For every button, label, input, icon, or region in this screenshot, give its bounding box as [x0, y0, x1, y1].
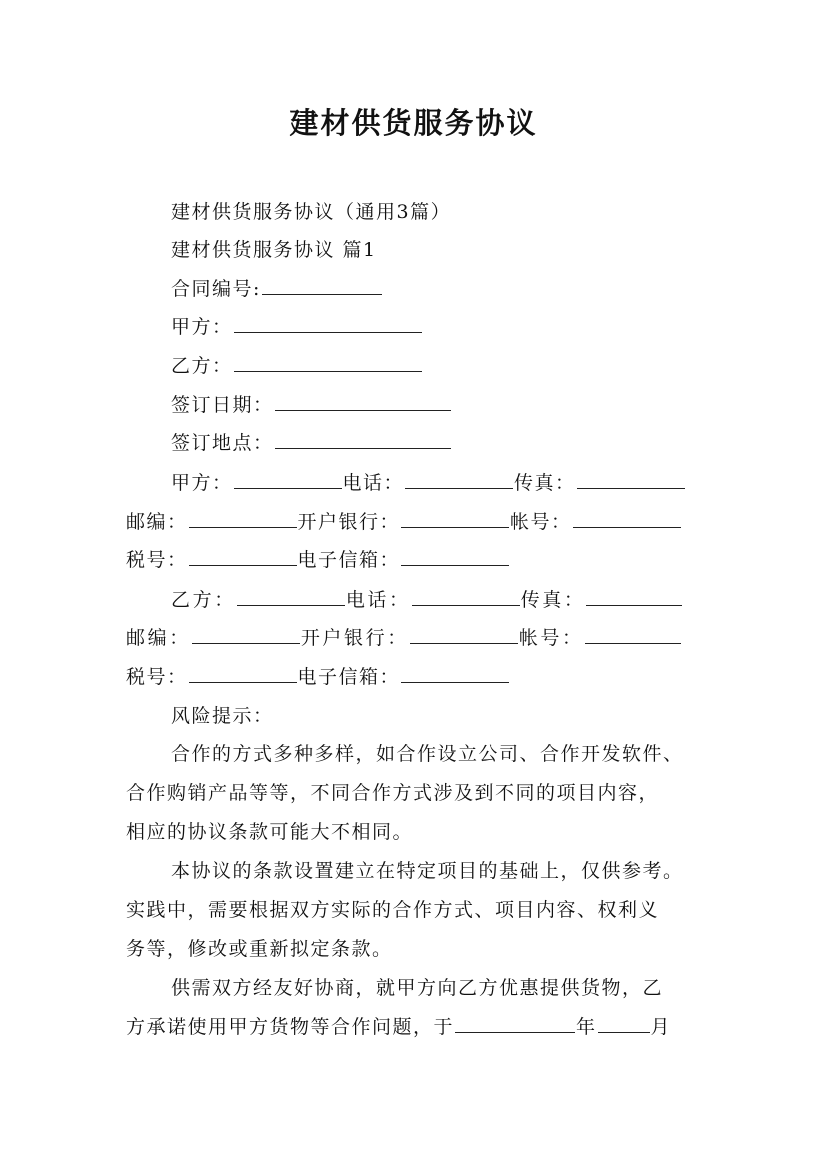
party-a-info-line1 [171, 470, 686, 496]
party-a-line [171, 314, 423, 340]
sign-date-blank [275, 392, 451, 411]
document-title: 建材供货服务协议 [289, 106, 538, 140]
party-b-info-line1 [171, 587, 683, 613]
party-a-email-label: 电子信箱： [297, 549, 401, 571]
sign-place-blank [275, 430, 451, 449]
contract-no-blank [262, 276, 382, 295]
sign-date-label: 签订日期： [171, 394, 274, 416]
party-a-info-line2 [126, 509, 682, 535]
contract-no-label: 合同编号: [171, 278, 261, 300]
blank [401, 509, 509, 528]
paragraph3-line2 [126, 1014, 671, 1040]
party-b-info-line2 [126, 625, 682, 651]
party-b-info-line3 [126, 664, 510, 690]
party-b-fax-label: 传真： [520, 589, 586, 611]
party-a-blank [234, 314, 422, 333]
paragraph1-line2: 合作购销产品等等，不同合作方式涉及到不同的项目内容， [126, 782, 660, 804]
blank [585, 625, 681, 644]
party-b-blank [234, 353, 422, 372]
paragraph1-line3: 相应的协议条款可能大不相同。 [126, 821, 414, 843]
contract-no-line [171, 276, 383, 302]
party-a-fax-label: 传真： [514, 472, 576, 494]
party-b-postcode-label: 邮编： [126, 627, 191, 649]
party-a-info-label: 甲方： [171, 472, 233, 494]
blank [455, 1014, 575, 1033]
party-a-postcode-label: 邮编： [126, 511, 188, 533]
paragraph3-text: 方承诺使用甲方货物等合作问题，于 [126, 1016, 455, 1038]
blank [410, 625, 518, 644]
blank [192, 625, 300, 644]
party-a-info-line3 [126, 547, 510, 573]
blank [586, 587, 682, 606]
blank [189, 547, 297, 566]
sign-date-line [171, 392, 452, 418]
party-b-label: 乙方： [171, 355, 233, 377]
party-b-info-label: 乙方： [171, 589, 236, 611]
paragraph2-line1: 本协议的条款设置建立在特定项目的基础上，仅供参考。 [171, 860, 684, 882]
paragraph3-line1: 供需双方经友好协商，就甲方向乙方优惠提供货物，乙 [171, 977, 664, 999]
party-b-account-label: 帐号： [518, 627, 584, 649]
document-subtitle: 建材供货服务协议（通用3篇） [171, 201, 452, 223]
party-a-label: 甲方： [171, 316, 233, 338]
party-a-phone-label: 电话： [342, 472, 405, 494]
blank [189, 664, 297, 683]
blank [577, 470, 685, 489]
article-heading: 建材供货服务协议 篇1 [171, 239, 377, 261]
blank [237, 587, 345, 606]
blank [405, 470, 513, 489]
blank [598, 1014, 650, 1033]
party-a-tax-label: 税号： [126, 549, 188, 571]
blank [401, 664, 509, 683]
paragraph2-line2: 实践中，需要根据双方实际的合作方式、项目内容、权利义 [126, 899, 660, 921]
party-a-bank-label: 开户银行： [297, 511, 401, 533]
paragraph2-line3: 务等，修改或重新拟定条款。 [126, 938, 393, 960]
party-b-phone-label: 电话： [345, 589, 411, 611]
sign-place-label: 签订地点： [171, 432, 274, 454]
party-b-bank-label: 开户银行： [300, 627, 409, 649]
blank [401, 547, 509, 566]
sign-place-line [171, 430, 452, 456]
blank [234, 470, 342, 489]
party-b-email-label: 电子信箱： [297, 666, 401, 688]
party-a-account-label: 帐号： [510, 511, 572, 533]
party-b-tax-label: 税号： [126, 666, 188, 688]
party-b-line [171, 353, 423, 379]
month-label: 月 [650, 1016, 672, 1038]
blank [412, 587, 520, 606]
risk-heading: 风险提示： [171, 705, 274, 727]
year-label: 年 [576, 1016, 597, 1038]
blank [189, 509, 297, 528]
paragraph1-line1: 合作的方式多种多样，如合作设立公司、合作开发软件、 [171, 743, 684, 765]
blank [573, 509, 681, 528]
